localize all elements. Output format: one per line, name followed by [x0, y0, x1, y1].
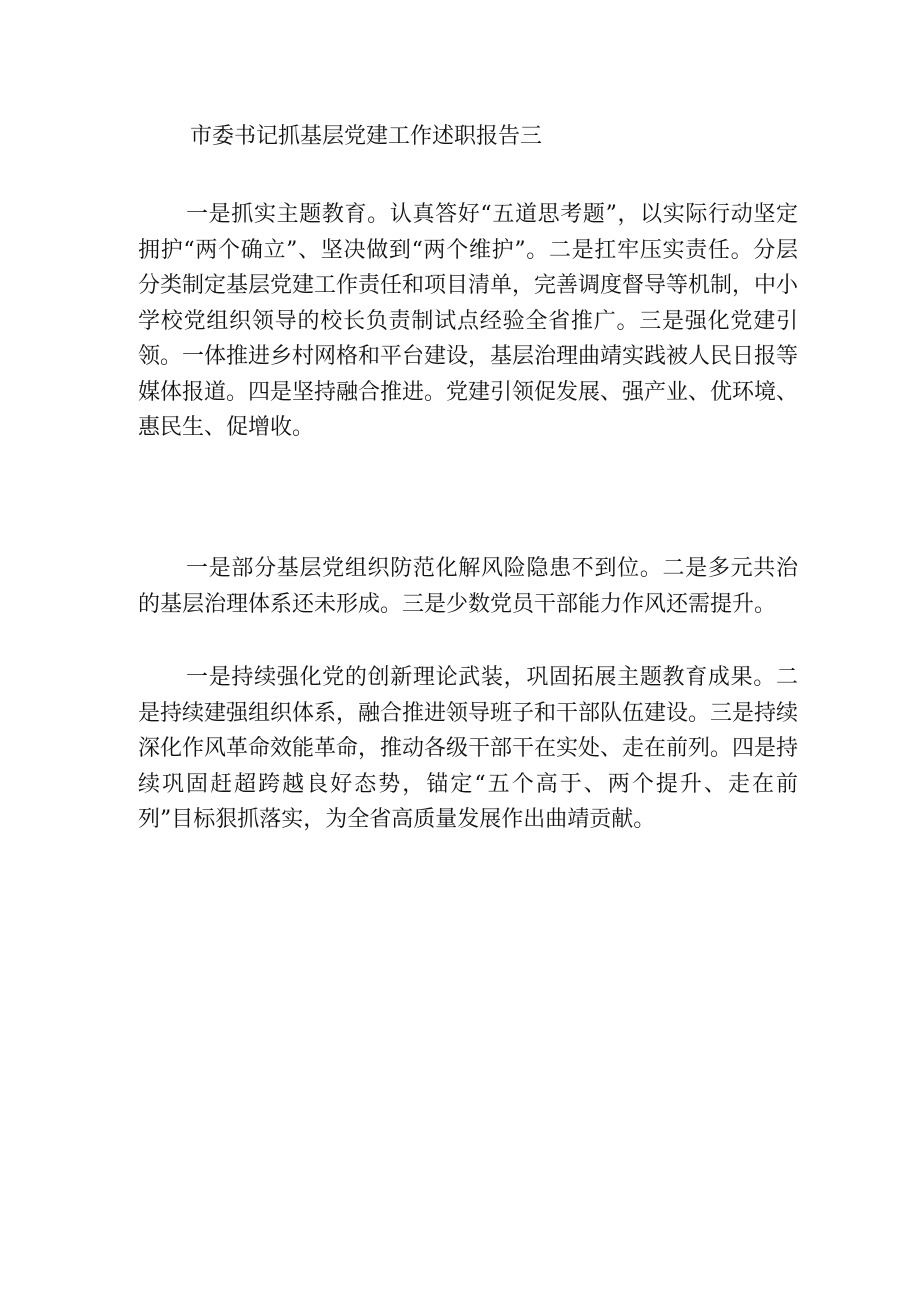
paragraph-plans: 一是持续强化党的创新理论武装，巩固拓展主题教育成果。二是持续建强组织体系，融合推进领导班子和干部队伍建设。三是持续深化作风革命效能革命，推动各级干部干在实处、走在前列。四是持续巩固赶超跨越良好态势，锚定“五个高于、两个提升、走在前列”目标狠抓落实，为全省高质量发展作出曲靖贡献。 [138, 665, 799, 832]
paragraph-problems: 一是部分基层党组织防范化解风险隐患不到位。二是多元共治的基层治理体系还未形成。三是少数党员干部能力作风还需提升。 [138, 556, 798, 617]
document-title: 市委书记抓基层党建工作述职报告三 [190, 124, 543, 149]
paragraph-achievements: 一是抓实主题教育。认真答好“五道思考题”，以实际行动坚定拥护“两个确立”、坚决做到“两个维护”。二是扛牢压实责任。分层分类制定基层党建工作责任和项目清单，完善调度督导等机制，中小学校党组织领导的校长负责制试点经验全省推广。三是强化党建引领。一体推进乡村网格和平台建设，基层治理曲靖实践被人民日报等媒体报道。四是坚持融合推进。党建引领促发展、强产业、优环境、惠民生、促增收。 [138, 202, 799, 440]
